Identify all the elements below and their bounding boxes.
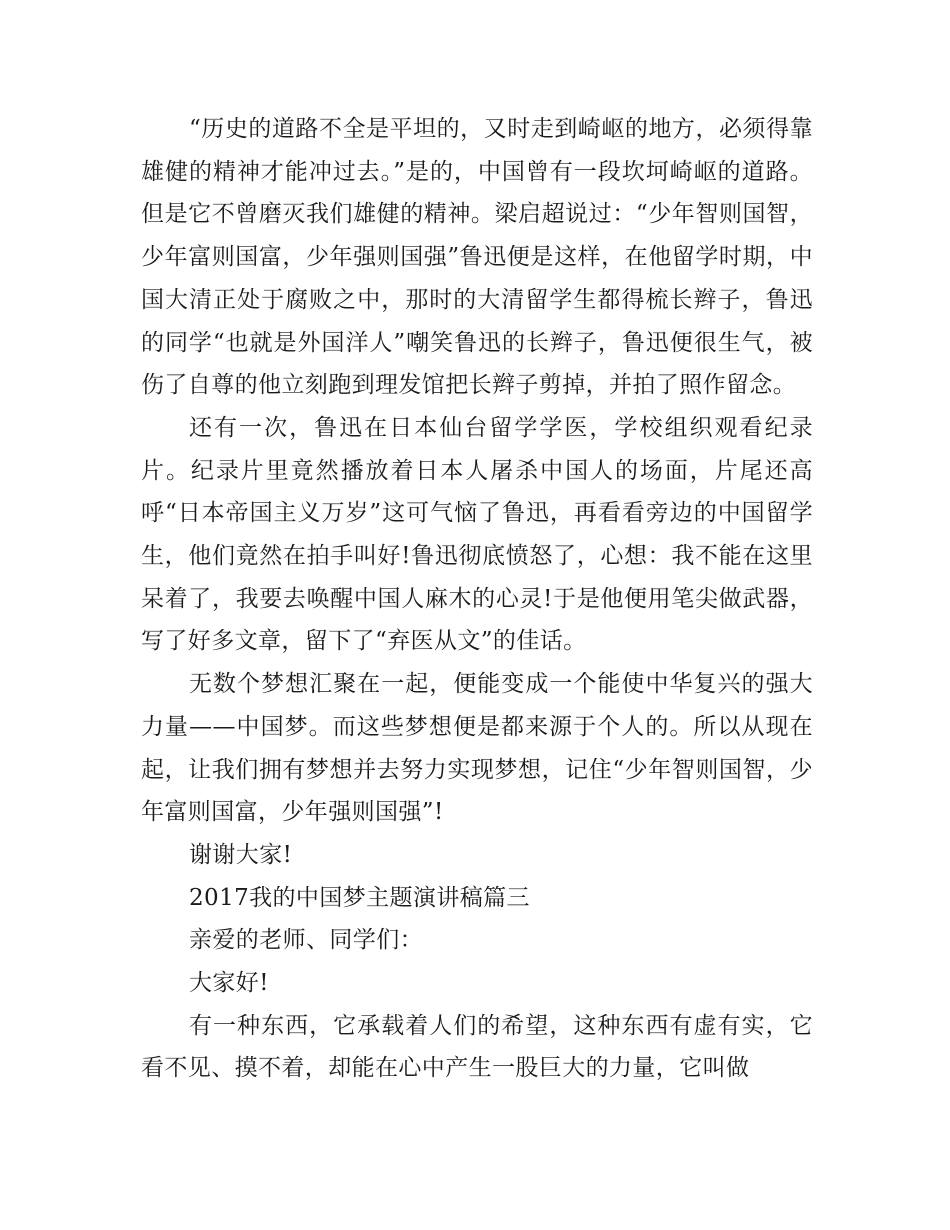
- paragraph-hope: 有一种东西，它承载着人们的希望，这种东西有虚有实，它看不见、摸不着，却能在心中产生一股巨大的力量，它叫做: [141, 1012, 813, 1082]
- body-text: [141, 108, 813, 1090]
- section-heading: 2017我的中国梦主题演讲稿篇三: [189, 884, 530, 911]
- paragraph-history-road: “历史的道路不全是平坦的，又时走到崎岖的地方，必须得靠雄健的精神才能冲过去。”是的，中国曾有一段坎坷崎岖的道路。但是它不曾磨灭我们雄健的精神。梁启超说过：“少年智则国智，少年富则国富，少年强则国强”鲁迅便是这样，在他留学时期，中国大清正处于腐败之中，那时的大清留学生都得梳长辫子，鲁迅的同学“也就是外国洋人”嘲笑鲁迅的长辫子，鲁迅便很生气，被伤了自尊的他立刻跑到理发馆把长辫子剪掉，并拍了照作留念。: [141, 116, 813, 399]
- paragraph-greeting: 大家好!: [189, 970, 269, 997]
- paragraph-thanks: 谢谢大家!: [189, 841, 293, 868]
- paragraph-salutation: 亲爱的老师、同学们：: [189, 927, 423, 954]
- paragraph-sendai-film: 还有一次，鲁迅在日本仙台留学学医，学校组织观看纪录片。纪录片里竟然播放着日本人屠杀中国人的场面，片尾还高呼“日本帝国主义万岁”这可气恼了鲁迅，再看看旁边的中国留学生，他们竟然在拍手叫好!鲁迅彻底愤怒了，心想：我不能在这里呆着了，我要去唤醒中国人麻木的心灵!于是他便用笔尖做武器，写了好多文章，留下了“弃医从文”的佳话。: [141, 414, 813, 655]
- paragraph-china-dream: 无数个梦想汇聚在一起，便能变成一个能使中华复兴的强大力量——中国梦。而这些梦想便是都来源于个人的。所以从现在起，让我们拥有梦想并去努力实现梦想，记住“少年智则国智，少年富则国富，少年强则国强”!: [141, 671, 813, 826]
